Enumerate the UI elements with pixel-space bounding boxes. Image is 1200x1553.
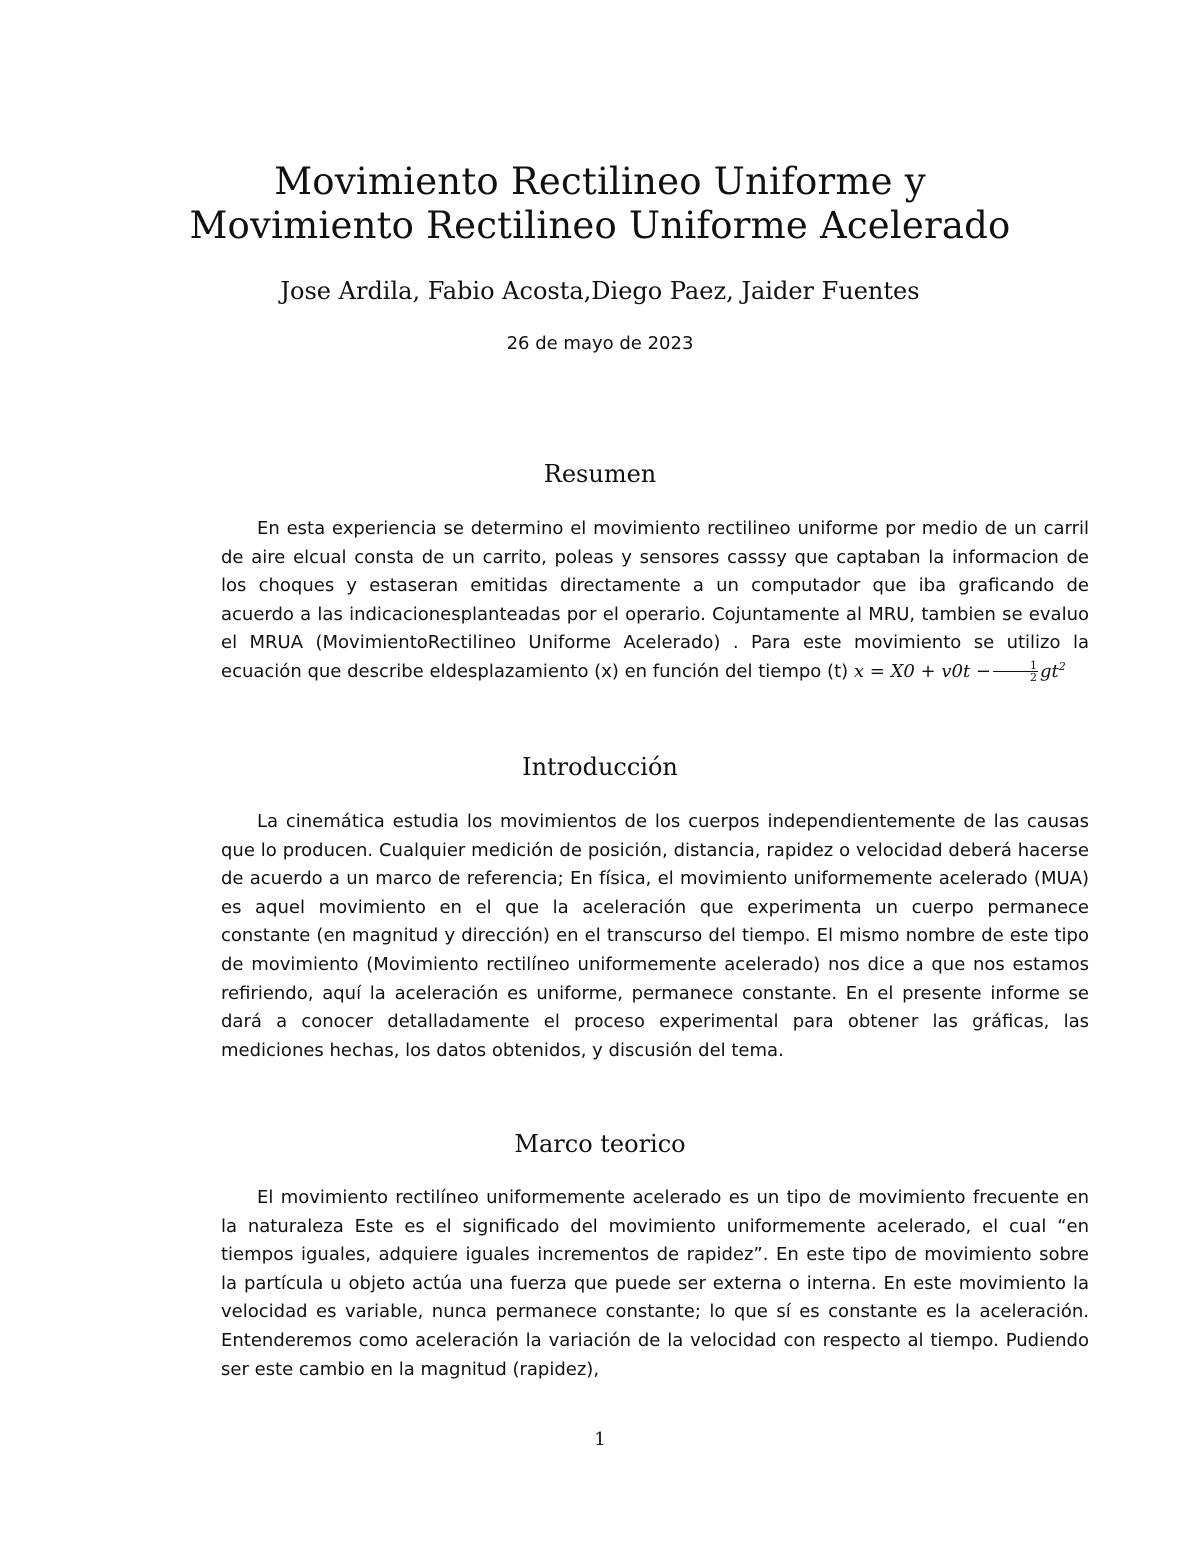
equation-rhs: gt: [1040, 660, 1059, 682]
author-list: Jose Ardila, Fabio Acosta,Diego Paez, Jaider Fuentes: [280, 277, 920, 305]
page-number: 1: [594, 1429, 606, 1450]
paper-title: [0, 160, 1200, 248]
equation-lhs: x = X0 + v0t −: [853, 660, 992, 682]
title-line-2: Movimiento Rectilineo Uniforme Acelerado: [189, 204, 1011, 247]
title-line-1: Movimiento Rectilineo Uniforme y: [274, 160, 926, 203]
section-heading-introduccion: Introducción: [522, 753, 678, 781]
introduction-paragraph: La cinemática estudia los movimientos de los cuerpos independientemente de las causas que lo producen. Cualquier medición de posición, distancia, rapidez o velocidad deberá hacerse de acuerdo a un marco de referencia; En física, el movimiento uniformemente acelerado (MUA) es aquel movimiento en el que la aceleración que experimenta un cuerpo permanece constante (en magnitud y dirección) en el transcurso del tiempo. El mismo nombre de este tipo de movimiento (Movimiento rectilíneo uniformemente acelerado) nos dice a que nos estamos refiriendo, aquí la aceleración es uniforme, permanece constante. En el presente informe se dará a conocer detalladamente el proceso experimental para obtener las gráficas, las mediciones hechas, los datos obtenidos, y discusión del tema.: [221, 811, 1089, 1061]
section-heading-resumen: Resumen: [543, 460, 657, 488]
theory-paragraph: El movimiento rectilíneo uniformemente acelerado es un tipo de movimiento frecuente en la naturaleza Este es el significado del movimiento uniformemente acelerado, el cual “en tiempos iguales, adquiere iguales incrementos de rapidez”. En este tipo de movimiento sobre la partícula u objeto actúa una fuerza que puede ser externa o interna. En este movimiento la velocidad es variable, nunca permanece constante; lo que sí es constante es la aceleración. Entenderemos como aceleración la variación de la velocidad con respecto al tiempo. Pudiendo ser este cambio en la magnitud (rapidez),: [221, 1187, 1089, 1380]
equation-exponent: 2: [1058, 659, 1066, 673]
displacement-equation: [853, 659, 1066, 685]
publication-date: 26 de mayo de 2023: [506, 333, 694, 354]
fraction-denominator: 2: [1030, 671, 1038, 685]
abstract-text: En esta experiencia se determino el movimiento rectilineo uniforme por medio de un carril de aire elcual consta de un carrito, poleas y sensores casssy que captaban la informacion de los choques y estaseran emitidas directamente a un computador que iba graficando de acuerdo a las indicacionesplanteadas por el operario. Cojuntamente al MRU, tambien se evaluo el MRUA (MovimientoRectilineo Uniforme Acelerado) . Para este movimiento se utilizo la ecuación que describe eldesplazamiento (x) en función del tiempo (t): [221, 518, 1089, 682]
abstract-paragraph: [221, 515, 1089, 687]
fraction-numerator: 1: [993, 660, 1038, 672]
section-heading-marco-teorico: Marco teorico: [514, 1130, 686, 1158]
equation-fraction: [993, 660, 1038, 683]
